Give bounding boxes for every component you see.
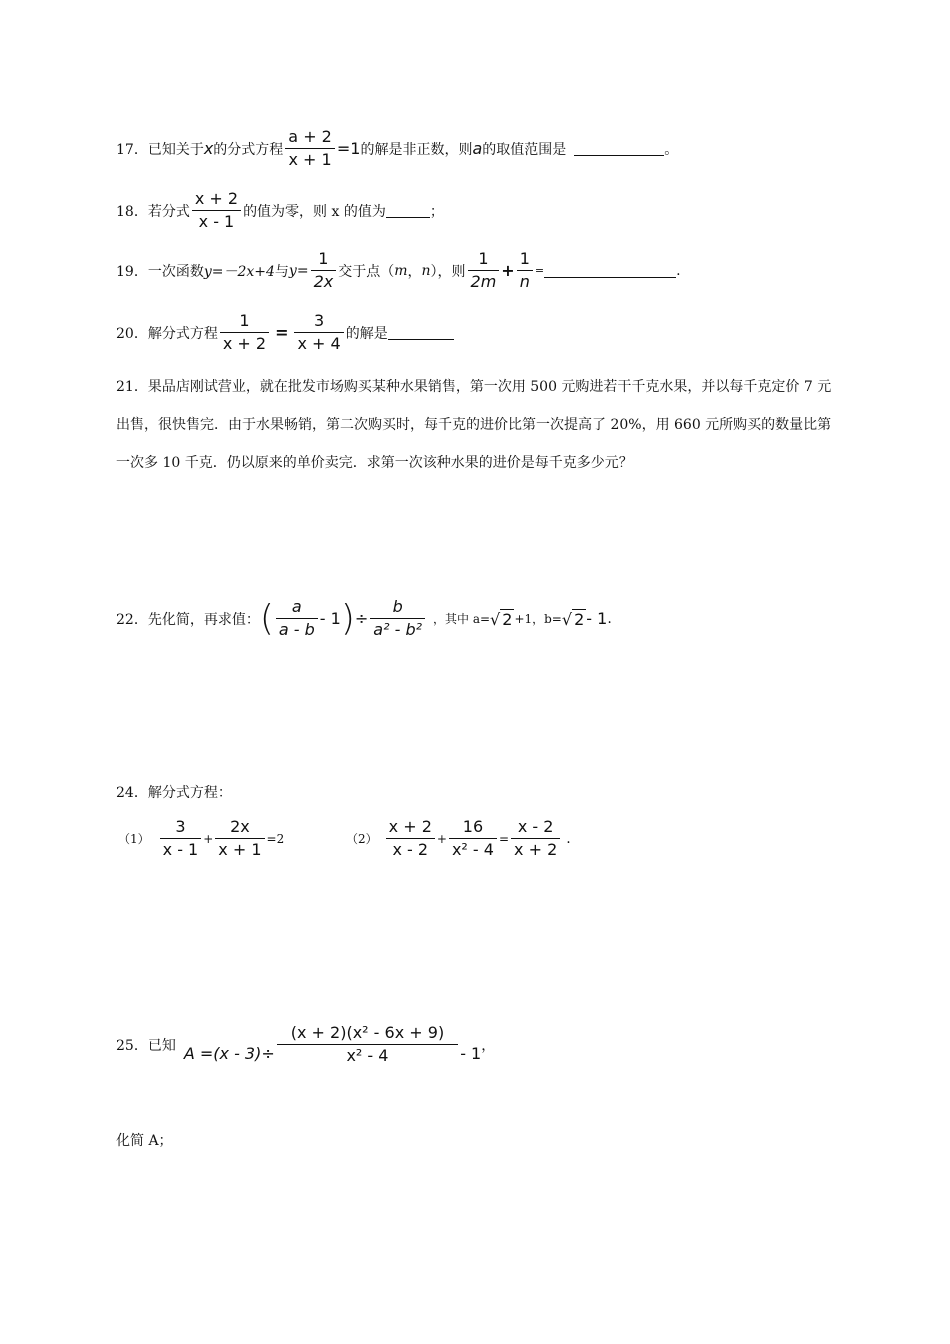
q22-sqrt-2 bbox=[562, 609, 586, 629]
radical-icon: √ bbox=[561, 609, 573, 629]
q24-d-numerator: 16 bbox=[462, 817, 484, 836]
q19-frac2-numerator: 1 bbox=[519, 249, 530, 268]
q24-end: . bbox=[566, 830, 571, 847]
q25-fraction bbox=[277, 1022, 458, 1067]
q25-prefix: 25．已知 bbox=[116, 1037, 176, 1054]
q19-n: n bbox=[421, 262, 431, 279]
question-24-title bbox=[116, 782, 232, 802]
q20-fraction1 bbox=[220, 310, 269, 355]
q19-fn-denominator: 2x bbox=[313, 272, 334, 291]
q22-mid: ，其中 a= bbox=[433, 612, 491, 626]
q17-end: 。 bbox=[664, 141, 679, 158]
q22-sqrt1-radicand: 2 bbox=[502, 609, 513, 629]
q19-fraction2 bbox=[517, 248, 533, 293]
q17-equals: =1 bbox=[336, 139, 361, 158]
q19-function-fraction bbox=[311, 248, 337, 293]
q17-answer-blank[interactable] bbox=[574, 141, 664, 156]
q24-frac-d bbox=[449, 816, 497, 861]
q24-e-denominator: x + 2 bbox=[514, 840, 558, 859]
q24-plus: + bbox=[203, 831, 214, 846]
q18-prefix: 18．若分式 bbox=[116, 203, 190, 220]
q18-numerator: x + 2 bbox=[194, 189, 239, 208]
question-24-part2 bbox=[346, 816, 571, 861]
q19-mid2: 交于点（ bbox=[338, 263, 395, 280]
q19-answer-blank[interactable] bbox=[544, 263, 676, 278]
q20-prefix: 20．解分式方程 bbox=[116, 325, 218, 342]
q18-fraction bbox=[192, 188, 241, 233]
q22-frac2-denominator: a² - b² bbox=[373, 620, 423, 639]
q19-equals: = bbox=[534, 264, 545, 277]
q20-frac1-numerator: 1 bbox=[239, 311, 250, 330]
q17-tail: 的取值范围是 bbox=[482, 141, 567, 158]
q22-sqrt-1 bbox=[490, 609, 514, 629]
q22-plus1: +1，b= bbox=[514, 612, 562, 626]
q24-frac-a bbox=[160, 816, 202, 861]
q19-frac1-denominator: 2m bbox=[470, 272, 497, 291]
q24-b-numerator: 2x bbox=[230, 817, 250, 836]
q20-frac2-numerator: 3 bbox=[313, 311, 325, 330]
q17-prefix: 17．已知关于 bbox=[116, 141, 204, 158]
q22-frac1-denominator: a - b bbox=[278, 620, 315, 639]
q22-minus-one: - 1 bbox=[319, 609, 341, 628]
question-25-subpart bbox=[116, 1130, 173, 1150]
q22-right-paren: ) bbox=[340, 597, 355, 639]
q19-fraction1 bbox=[468, 248, 500, 293]
q17-var: x bbox=[203, 139, 214, 158]
q19-m: m bbox=[394, 262, 408, 279]
q25-sub-text: 化简 A； bbox=[116, 1133, 173, 1149]
q24-part1-label: （1） bbox=[118, 832, 150, 846]
q19-fn-numerator: 1 bbox=[318, 249, 329, 268]
q20-fraction2 bbox=[294, 310, 343, 355]
q24-equals: = bbox=[498, 831, 510, 846]
q17-var2: a bbox=[472, 139, 483, 158]
q20-answer-blank[interactable] bbox=[388, 325, 454, 340]
q22-divide: ÷ bbox=[354, 609, 369, 628]
q22-left-paren: ( bbox=[259, 597, 274, 639]
q17-numerator: a + 2 bbox=[288, 127, 332, 146]
question-20 bbox=[116, 310, 454, 355]
q22-end: . bbox=[607, 610, 612, 627]
q19-comma: ， bbox=[407, 263, 422, 280]
q18-answer-blank[interactable] bbox=[386, 203, 430, 218]
question-18 bbox=[116, 188, 444, 233]
q19-frac1-numerator: 1 bbox=[478, 249, 489, 268]
question-21: 21．果品店刚试营业，就在批发市场购买某种水果销售，第一次用 500 元购进若干千克水果，并以每千克定价 7 元出售，很快售完．由于水果畅销，第二次购买时，每千克的进价比第一次提高了 20%，用 660 元所购买的数量比第一次多 10 千克．仍以原来的单价卖完．求第一次该种水果的进价是每千克多少元？ bbox=[116, 379, 832, 471]
q24-part2-label: （2） bbox=[346, 832, 378, 846]
q19-mid3: ），则 bbox=[430, 263, 466, 280]
q17-mid: 的分式方程 bbox=[213, 141, 284, 158]
q22-sqrt2-radicand: 2 bbox=[574, 609, 585, 629]
q18-denominator: x - 1 bbox=[198, 212, 235, 231]
q20-frac1-denominator: x + 2 bbox=[222, 334, 267, 353]
q24-plus2: + bbox=[436, 831, 447, 846]
q22-frac2-numerator: b bbox=[392, 597, 403, 616]
q24-c-numerator: x + 2 bbox=[388, 817, 432, 836]
q19-mid1: 与 bbox=[274, 263, 289, 280]
q24-title-text: 24．解分式方程： bbox=[116, 785, 232, 801]
q19-plus: + bbox=[501, 261, 515, 280]
q24-c-denominator: x - 2 bbox=[392, 840, 429, 859]
question-19 bbox=[116, 248, 681, 293]
q25-denominator: x² - 4 bbox=[346, 1046, 389, 1065]
q17-denominator: x + 1 bbox=[288, 150, 332, 169]
q19-function1: y=－2x+4 bbox=[203, 263, 275, 280]
q24-a-denominator: x - 1 bbox=[162, 840, 199, 859]
q17-after: 的解是非正数，则 bbox=[360, 141, 473, 158]
question-24-part1 bbox=[118, 816, 284, 861]
q17-fraction bbox=[285, 126, 335, 171]
q24-b-denominator: x + 1 bbox=[218, 840, 262, 859]
q24-frac-e bbox=[511, 816, 560, 861]
question-25 bbox=[116, 1022, 495, 1067]
q22-prefix: 22．先化简，再求值： bbox=[116, 611, 260, 628]
q24-a-numerator: 3 bbox=[175, 817, 186, 836]
q22-fraction1 bbox=[276, 596, 318, 641]
q24-d-denominator: x² - 4 bbox=[451, 840, 494, 859]
q22-fraction2 bbox=[370, 596, 425, 641]
q25-minus-one: - 1 bbox=[460, 1044, 482, 1063]
q24-frac-b bbox=[215, 816, 264, 861]
q19-function2: y= bbox=[288, 262, 309, 279]
q25-numerator: (x + 2)(x² - 6x + 9) bbox=[290, 1023, 445, 1042]
q25-end: ， bbox=[481, 1037, 496, 1054]
radical-icon: √ bbox=[490, 609, 501, 629]
q20-equals: = bbox=[275, 323, 289, 342]
q25-lhs: A =(x - 3)÷ bbox=[183, 1044, 275, 1063]
q19-frac2-denominator: n bbox=[519, 272, 530, 291]
q24-equals-2: =2 bbox=[266, 831, 285, 846]
q18-end: ； bbox=[429, 203, 444, 220]
question-22 bbox=[116, 596, 612, 641]
q18-tail: 的值为零，则 x 的值为 bbox=[243, 203, 386, 220]
q22-minus-two: - 1 bbox=[586, 609, 608, 628]
q19-prefix: 19．一次函数 bbox=[116, 263, 204, 280]
q24-e-numerator: x - 2 bbox=[517, 817, 554, 836]
q19-end: . bbox=[676, 262, 681, 279]
q20-frac2-denominator: x + 4 bbox=[297, 334, 341, 353]
q24-frac-c bbox=[386, 816, 435, 861]
question-17 bbox=[116, 126, 678, 171]
q22-frac1-numerator: a bbox=[291, 597, 302, 616]
q20-tail: 的解是 bbox=[345, 325, 388, 342]
